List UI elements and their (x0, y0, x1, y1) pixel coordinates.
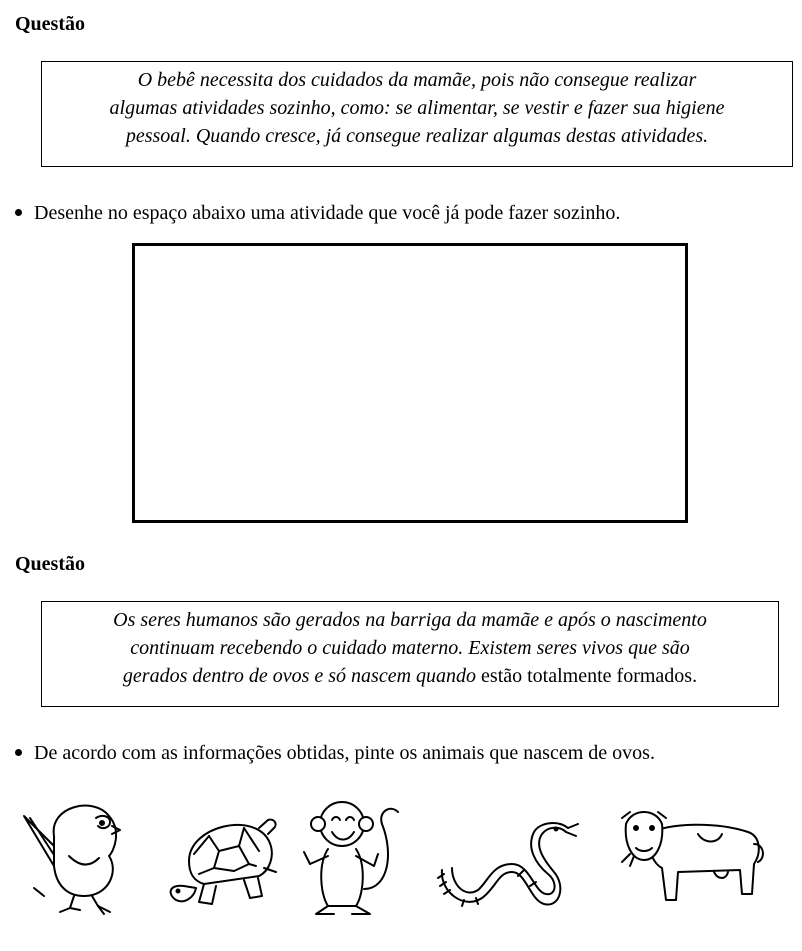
text-line: algumas atividades sozinho, como: se alimentar, se vestir e fazer sua higiene (109, 97, 725, 119)
text-italic-part: gerados dentro de ovos e só nascem quando (122, 665, 477, 687)
question-2-instruction (15, 742, 655, 765)
bird-icon[interactable] (14, 796, 132, 918)
question-2-heading: Questão (15, 553, 85, 575)
drawing-area[interactable] (132, 243, 688, 523)
text-line (42, 662, 778, 690)
text-upright-part: estão totalmente formados. (481, 665, 698, 687)
cow-icon[interactable] (618, 804, 768, 918)
snake-icon[interactable] (434, 820, 580, 922)
bullet-icon (15, 749, 22, 756)
instruction-text: De acordo com as informações obtidas, pinte os animais que nascem de ovos. (34, 742, 655, 764)
text-line: O bebê necessita dos cuidados da mamãe, pois não consegue realizar (137, 69, 697, 91)
instruction-text: Desenhe no espaço abaixo uma atividade que você já pode fazer sozinho. (34, 202, 621, 224)
question-1-instruction (15, 202, 620, 225)
bullet-icon (15, 209, 22, 216)
monkey-icon[interactable] (298, 794, 410, 922)
question-1-heading: Questão (15, 13, 85, 35)
question-2-text-box (41, 601, 779, 707)
turtle-icon[interactable] (164, 806, 284, 916)
text-line: pessoal. Quando cresce, já consegue realizar algumas destas atividades. (125, 125, 709, 147)
text-line: Os seres humanos são gerados na barriga da mamãe e após o nascimento (113, 609, 707, 631)
question-1-text-box (41, 61, 793, 167)
text-line: continuam recebendo o cuidado materno. Existem seres vivos que são (130, 637, 690, 659)
